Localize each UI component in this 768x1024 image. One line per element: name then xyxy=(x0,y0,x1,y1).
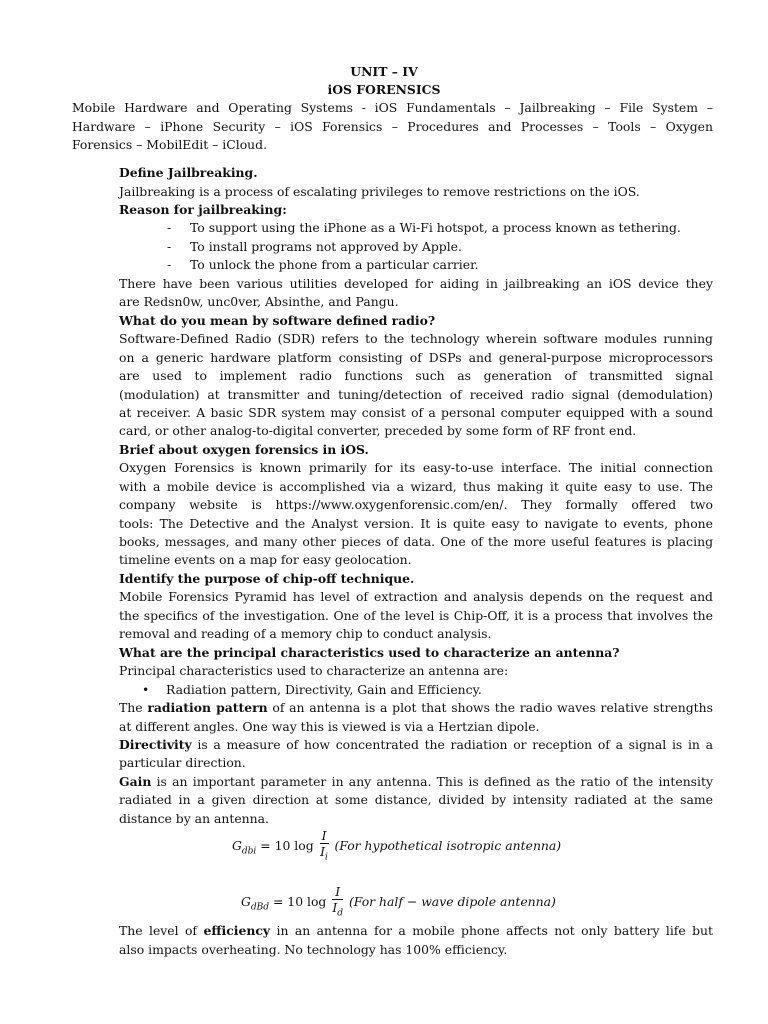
answer-line: are used to implement radio functions such as generation of transmitted signal xyxy=(119,368,713,383)
answer-line: removal and reading of a memory chip to conduct analysis. xyxy=(119,626,492,641)
syllabus-line: Hardware – iPhone Security – iOS Forensics – Procedures and Processes – Tools – Oxygen xyxy=(72,119,713,134)
list-item: To support using the iPhone as a Wi-Fi hotspot, a process known as tethering. xyxy=(190,220,681,235)
answer-line: Software-Defined Radio (SDR) refers to the technology wherein software modules running xyxy=(119,331,713,346)
answer-line: radiated in a given direction at some distance, divided by intensity radiated at the same xyxy=(119,792,713,807)
answer-line: card, or other analog-to-digital converter, preceded by some form of RF front end. xyxy=(119,423,637,438)
list-item: Radiation pattern, Directivity, Gain and Efficiency. xyxy=(166,682,482,697)
answer-line: Directivity is a measure of how concentrated the radiation or reception of a signal is in a xyxy=(119,737,713,752)
question-heading: What are the principal characteristics used to characterize an antenna? xyxy=(119,645,620,660)
answer-line: books, messages, and many other pieces of data. One of the more useful features is placing xyxy=(119,534,713,549)
answer-line: distance by an antenna. xyxy=(119,811,269,826)
answer-line: timeline events on a map for easy geolocation. xyxy=(119,552,412,567)
answer-line: also impacts overheating. No technology has 100% efficiency. xyxy=(119,942,508,957)
answer-line: company website is https://www.oxygenforensic.com/en/. They formally offered two xyxy=(119,497,713,512)
answer-line: The radiation pattern of an antenna is a plot that shows the radio waves relative strengths xyxy=(119,700,713,715)
answer-line: Oxygen Forensics is known primarily for its easy-to-use interface. The initial connection xyxy=(119,460,713,475)
list-dash: - xyxy=(167,239,172,254)
answer-line: Mobile Forensics Pyramid has level of extraction and analysis depends on the request and xyxy=(119,589,713,604)
list-item: To unlock the phone from a particular carrier. xyxy=(190,257,479,272)
page-title: iOS FORENSICS xyxy=(327,82,441,97)
answer-line: with a mobile device is accomplished via a wizard, thus making it quite easy to use. The xyxy=(119,479,713,494)
answer-line: particular direction. xyxy=(119,755,246,770)
question-heading: Reason for jailbreaking: xyxy=(119,202,287,217)
answer-line: at different angles. One way this is viewed is via a Hertzian dipole. xyxy=(119,719,540,734)
answer-line: Jailbreaking is a process of escalating privileges to remove restrictions on the iOS. xyxy=(119,184,640,199)
answer-line: There have been various utilities developed for aiding in jailbreaking an iOS device they xyxy=(119,276,713,291)
answer-line: Gain is an important parameter in any antenna. This is defined as the ratio of the intensity xyxy=(119,774,713,789)
answer-line: The level of efficiency in an antenna for a mobile phone affects not only battery life but xyxy=(119,923,713,938)
list-dash: - xyxy=(167,257,172,272)
gain-equation-isotropic: $G_{dbi} = 10$ log $\frac{I}{I_i}$ (For hypothetical isotropic antenna) xyxy=(232,828,562,863)
answer-line: at receiver. A basic SDR system may consist of a personal computer equipped with a sound xyxy=(119,405,713,420)
list-dash: - xyxy=(167,220,172,235)
question-heading: What do you mean by software defined radio? xyxy=(119,313,436,328)
answer-line: (modulation) at transmitter and tuning/detection of received radio signal (demodulation) xyxy=(119,387,713,402)
list-bullet: • xyxy=(142,682,150,697)
syllabus-line: Mobile Hardware and Operating Systems - iOS Fundamentals – Jailbreaking – File System – xyxy=(72,100,713,115)
answer-line: on a generic hardware platform consisting of DSPs and general-purpose microprocessors xyxy=(119,350,713,365)
gain-equation-dipole: $G_{dBd} = 10$ log $\frac{I}{I_d}$ (For half − wave dipole antenna) xyxy=(241,884,556,919)
question-heading: Define Jailbreaking. xyxy=(119,165,258,180)
unit-heading: UNIT – IV xyxy=(350,64,418,79)
answer-line: tools: The Detective and the Analyst version. It is quite easy to navigate to events, phone xyxy=(119,516,713,531)
answer-line: the specifics of the investigation. One of the level is Chip-Off, it is a process that involves the xyxy=(119,608,713,623)
list-item: To install programs not approved by Apple. xyxy=(190,239,462,254)
answer-line: Principal characteristics used to characterize an antenna are: xyxy=(119,663,509,678)
syllabus-line: Forensics – MobilEdit – iCloud. xyxy=(72,137,268,152)
question-heading: Identify the purpose of chip-off technique. xyxy=(119,571,415,586)
answer-line: are Redsn0w, unc0ver, Absinthe, and Pangu. xyxy=(119,294,399,309)
question-heading: Brief about oxygen forensics in iOS. xyxy=(119,442,369,457)
